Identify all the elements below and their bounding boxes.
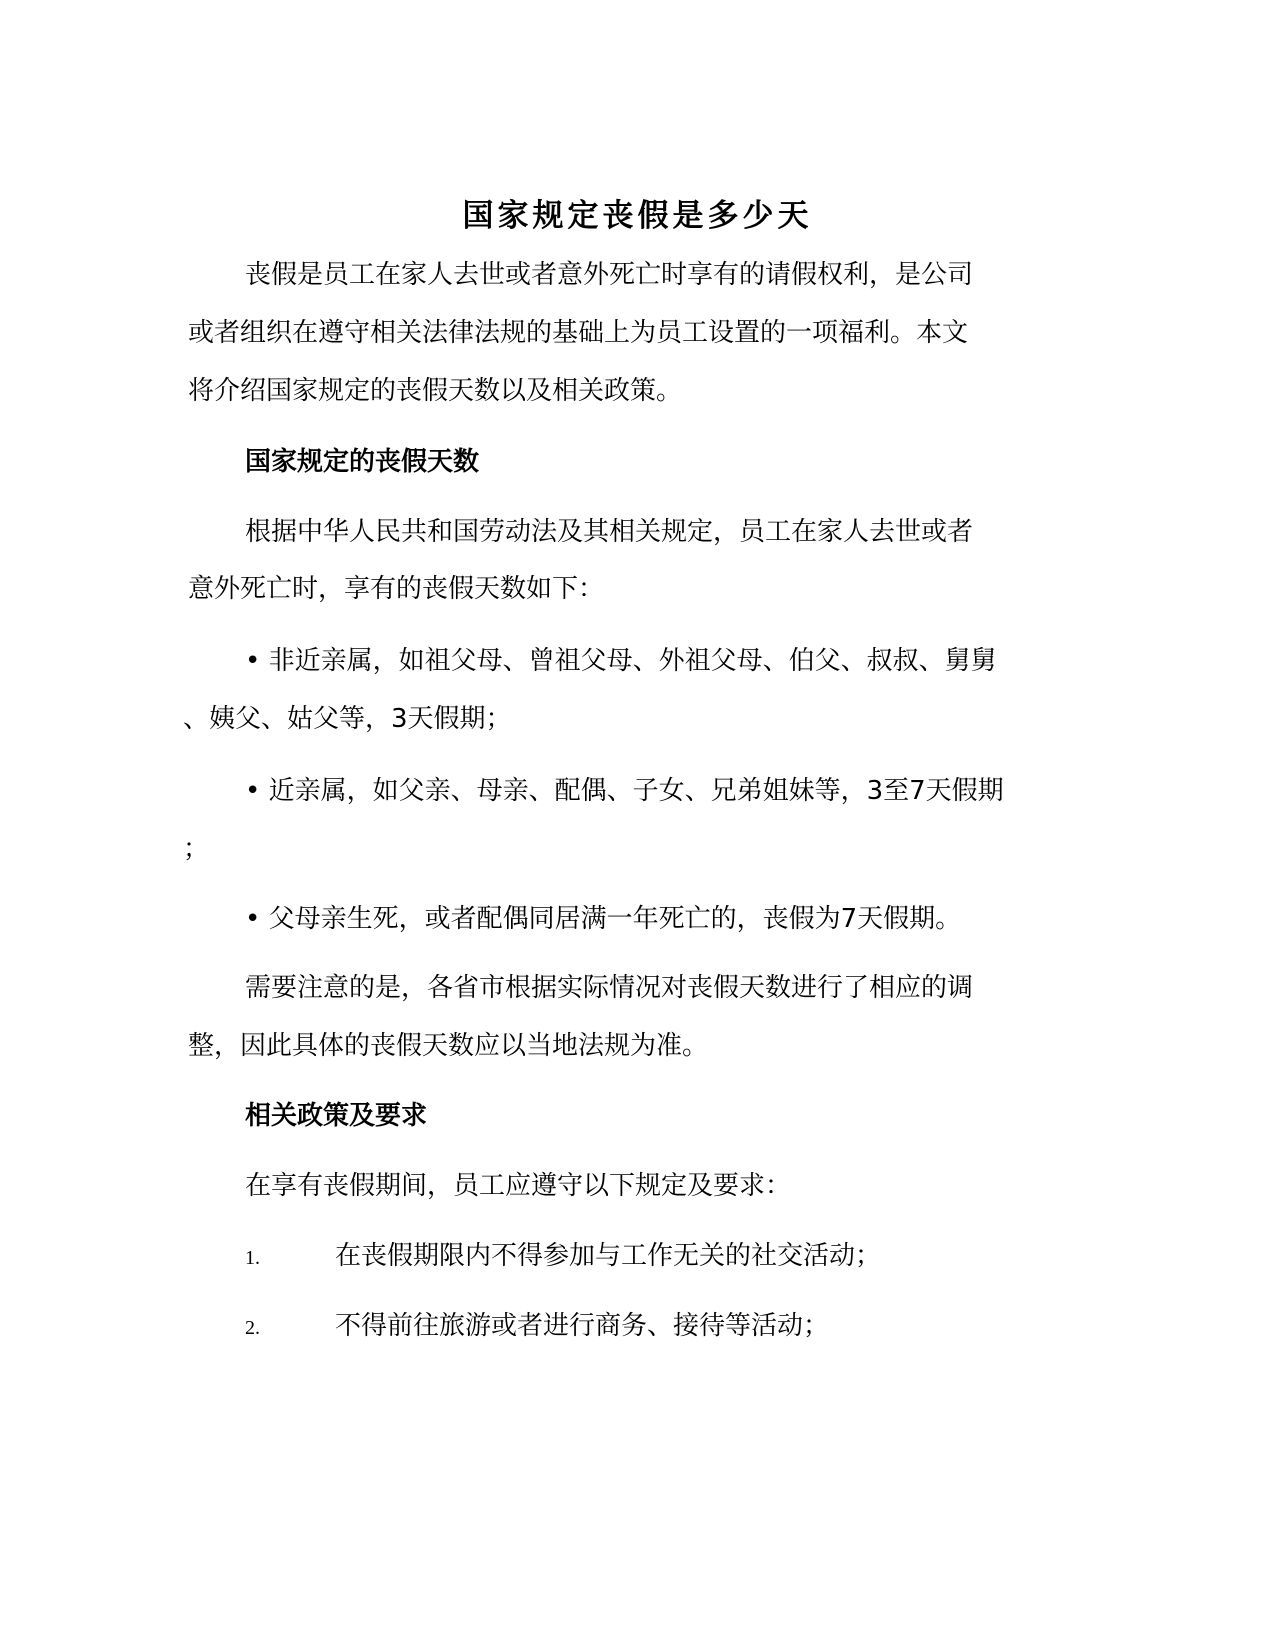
paragraph-line: 根据中华人民共和国劳动法及其相关规定，员工在家人去世或者 — [245, 517, 974, 547]
item-text: 在丧假期限内不得参加与工作无关的社交活动； — [335, 1241, 882, 1271]
item-number: 2. — [245, 1317, 260, 1339]
bullet-line: 、姨父、姑父等，3天假期； — [183, 704, 512, 734]
intro-line: 将介绍国家规定的丧假天数以及相关政策。 — [188, 376, 683, 406]
section-heading: 国家规定的丧假天数 — [245, 447, 480, 477]
intro-line: 丧假是员工在家人去世或者意外死亡时享有的请假权利，是公司 — [245, 260, 974, 290]
paragraph-line: 整，因此具体的丧假天数应以当地法规为准。 — [188, 1031, 709, 1061]
item-number: 1. — [245, 1247, 260, 1269]
paragraph-line: 需要注意的是，各省市根据实际情况对丧假天数进行了相应的调 — [245, 973, 974, 1003]
bullet-line: • 近亲属，如父亲、母亲、配偶、子女、兄弟姐妹等，3至7天假期 — [245, 776, 1004, 806]
paragraph-line: 意外死亡时，享有的丧假天数如下： — [188, 574, 605, 604]
section-heading: 相关政策及要求 — [245, 1101, 428, 1131]
bullet-line: ； — [183, 834, 210, 864]
bullet-line: • 父母亲生死，或者配偶同居满一年死亡的，丧假为7天假期。 — [245, 904, 962, 934]
document-title: 国家规定丧假是多少天 — [462, 198, 813, 234]
item-text: 不得前往旅游或者进行商务、接待等活动； — [335, 1311, 830, 1341]
intro-line: 或者组织在遵守相关法律法规的基础上为员工设置的一项福利。本文 — [188, 318, 969, 348]
bullet-line: • 非近亲属，如祖父母、曾祖父母、外祖父母、伯父、叔叔、舅舅 — [245, 646, 997, 676]
section2-intro: 在享有丧假期间，员工应遵守以下规定及要求： — [245, 1171, 792, 1201]
